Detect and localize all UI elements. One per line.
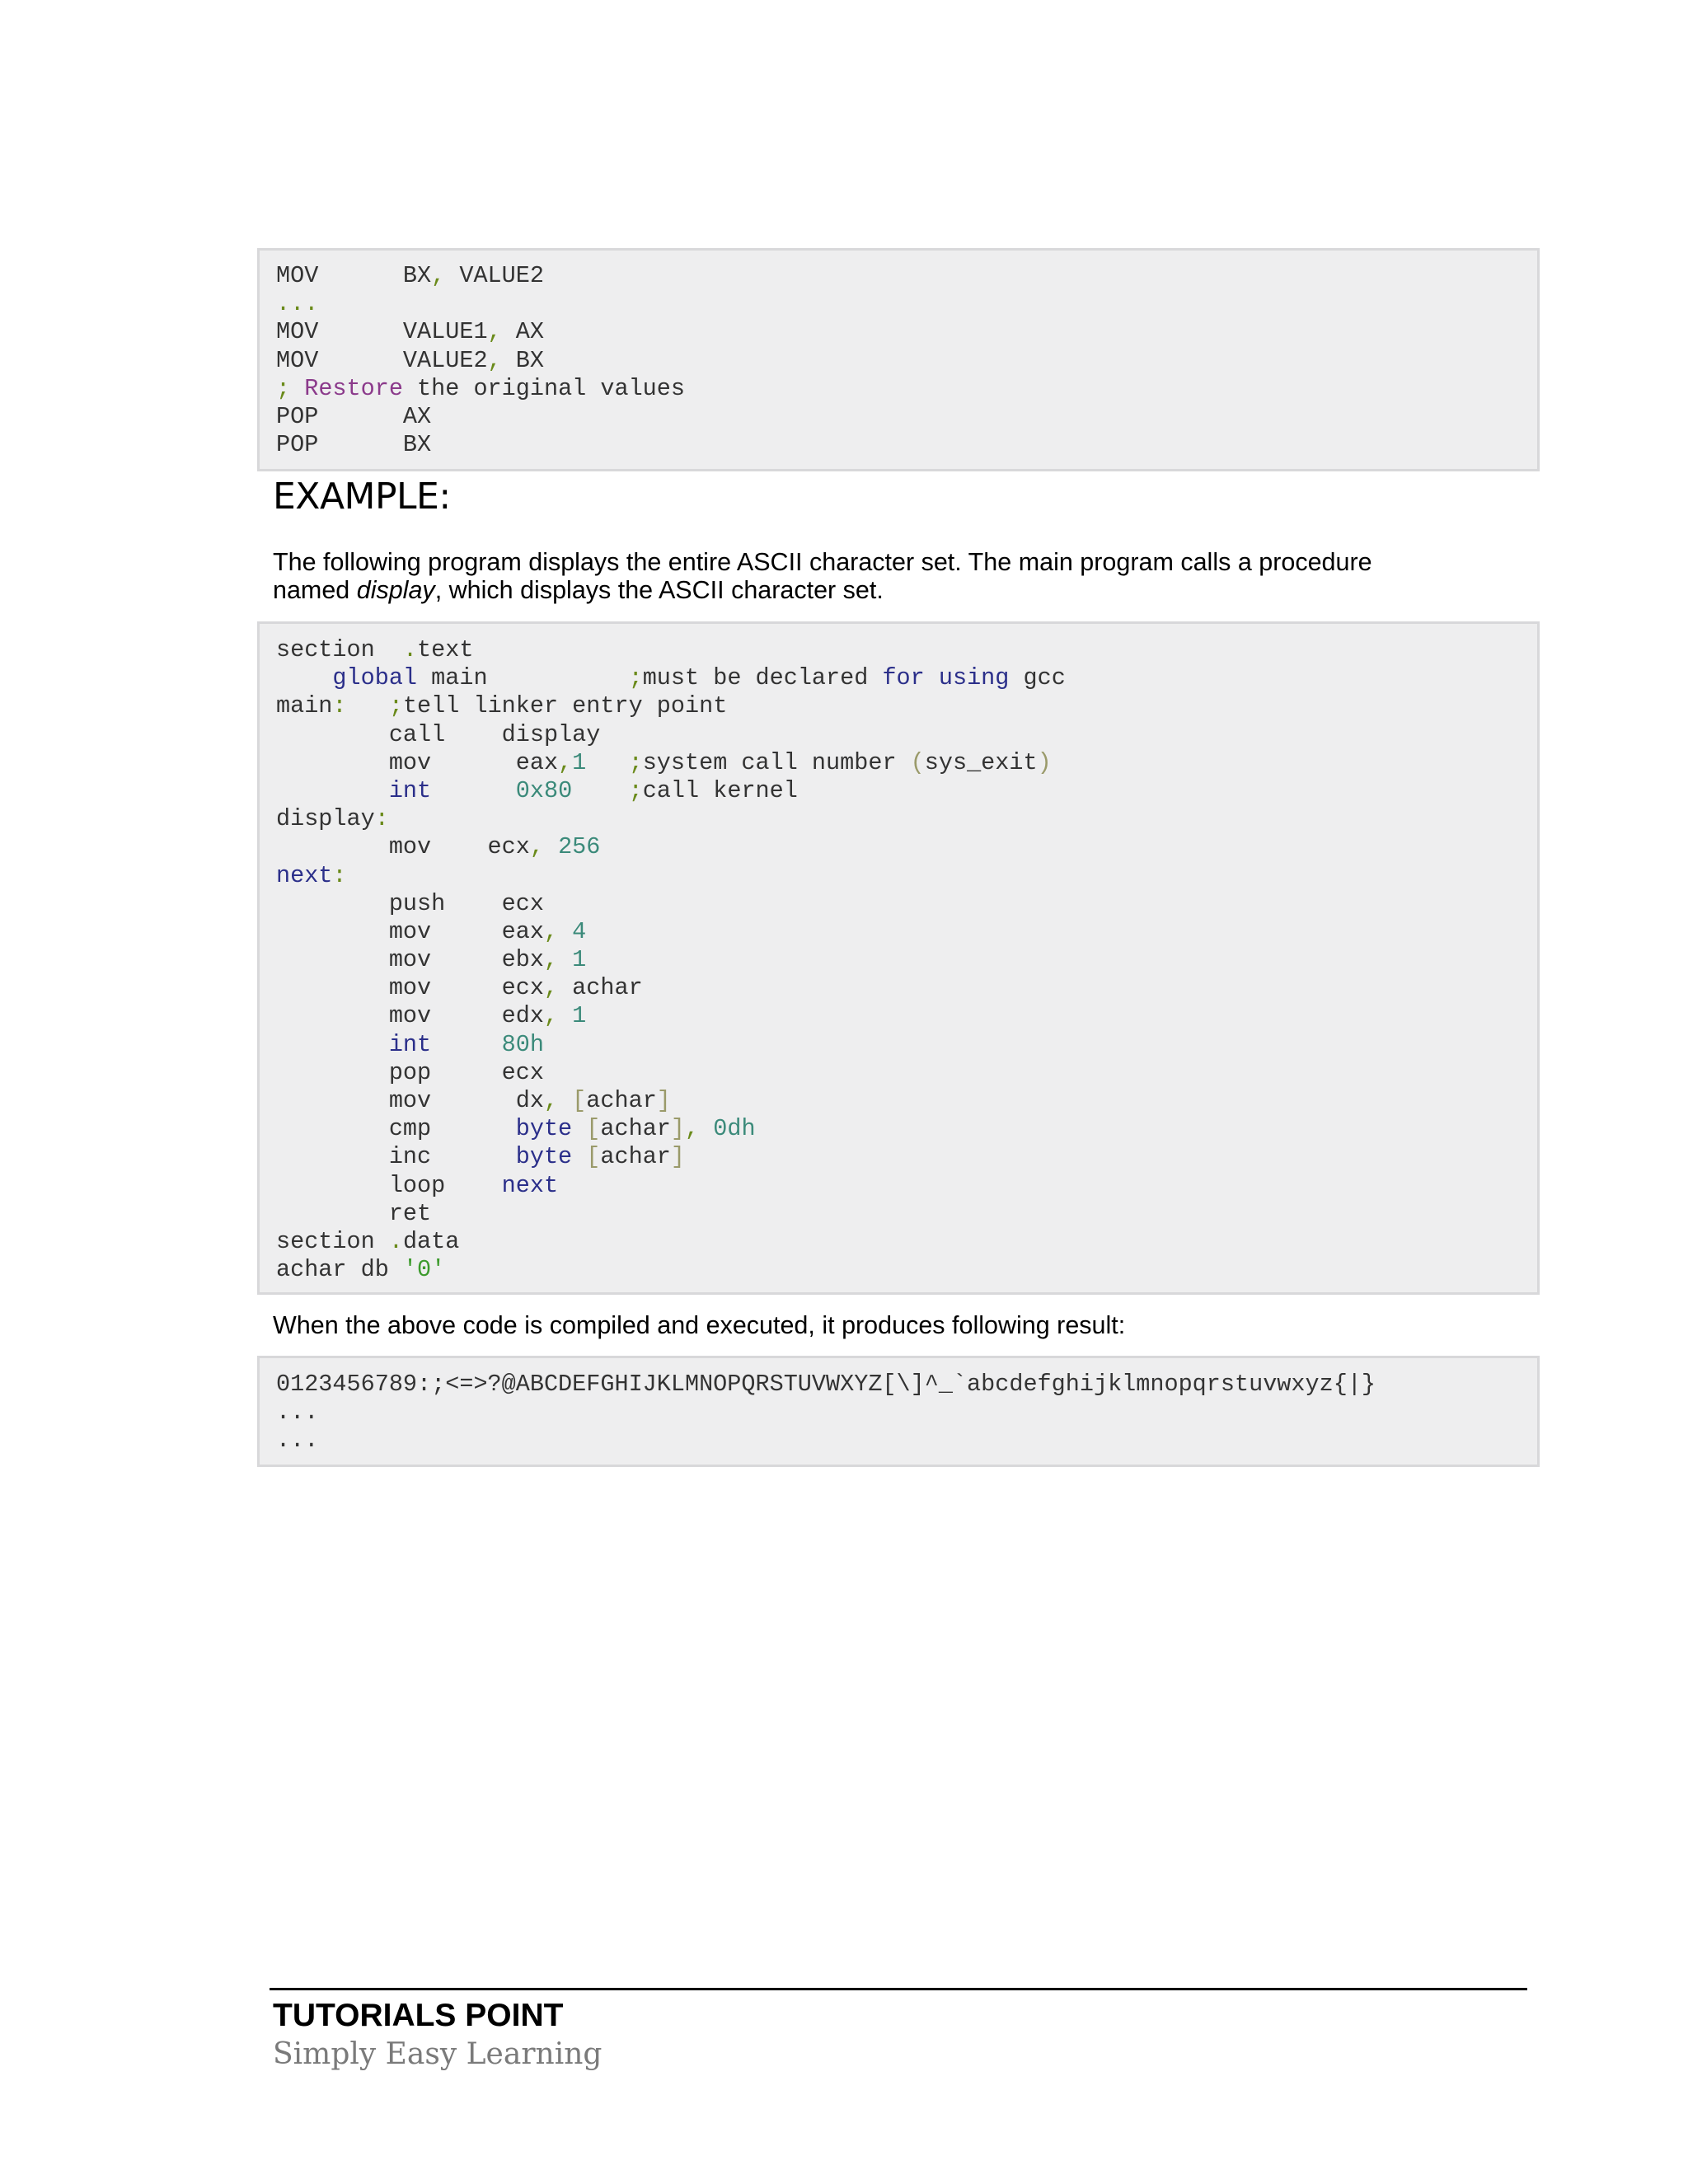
footer-tagline: Simply Easy Learning [273,2037,603,2071]
code-token: mov dx [276,1087,544,1114]
code-block-stack-example [257,248,1540,471]
code-token: , [543,946,559,974]
code-token [276,1031,389,1058]
code-token: 0x80 [515,776,573,804]
code-token: , [487,346,502,374]
code-token: display [276,805,375,833]
code-line [276,692,1537,720]
code-token: '0' [402,1256,446,1284]
code-token [431,777,516,804]
code-token: global [332,664,418,692]
code-token: , [543,917,559,945]
code-token: : [374,805,389,833]
code-token: 1 [572,748,587,776]
code-line [276,636,1537,664]
code-token: POP BX [276,431,432,459]
code-token: mov eax [276,748,559,776]
code-token: AX [501,318,544,346]
code-token: ] [670,1143,686,1171]
code-line [276,721,1537,749]
code-token: [ [586,1143,601,1171]
code-token: ; [628,776,643,804]
code-line [276,805,1537,833]
code-token: the original values [402,374,685,402]
code-token: tell linker entry point [402,692,728,720]
code-line [276,890,1537,918]
code-token: POP AX [276,402,432,430]
code-token: mov edx [276,1002,544,1030]
code-token [558,946,572,973]
code-token [276,777,389,804]
intro-line-2-end: , which displays the ASCII character set. [434,576,884,604]
code-token: VALUE2 [445,262,544,289]
code-token: 0123456789:;<=>?@ABCDEFGHIJKLMNOPQRSTUVWXYZ[\]^_`abcdefghijklmnopqrstuvwxyz{|} [276,1371,1376,1398]
code-line [276,431,1537,459]
code-line [276,1256,1537,1284]
code-token: call kernel [642,776,798,804]
code-token: , [543,974,559,1002]
code-token: ) [1037,748,1052,776]
code-token: ] [670,1115,686,1143]
code-line [276,318,1537,346]
code-line [276,290,1537,318]
code-token: 256 [558,833,601,861]
code-line [276,1087,1537,1115]
code-token [347,692,389,719]
intro-line-1: The following program displays the entire ASCII character set. The main program calls a procedure [273,548,1372,576]
code-token: pop ecx [276,1058,544,1086]
code-token [558,918,572,945]
code-token: ( [910,748,925,776]
code-line [276,777,1537,805]
code-token [558,1087,572,1114]
code-token: Restore [290,374,403,402]
code-token [544,833,558,860]
code-token: cmp [276,1115,516,1143]
code-token: text [417,636,474,663]
code-token: main [276,692,333,720]
code-line [276,1143,1537,1171]
code-listing [260,636,1537,1284]
code-line [276,347,1537,375]
code-line [276,262,1537,290]
code-token: , [558,748,573,776]
code-token: call display [276,720,601,748]
code-token: [ [586,1115,601,1143]
code-token: mov eax [276,917,544,945]
code-token: achar db [276,1256,403,1284]
code-token: must be declared [642,664,883,692]
code-token: . [388,1227,403,1255]
code-line [276,833,1537,861]
code-line [276,1228,1537,1256]
code-token: ; [276,374,291,402]
code-token [431,1031,502,1058]
code-token: ] [656,1087,671,1114]
code-line [276,1371,1537,1399]
code-line [276,1115,1537,1143]
code-token: ; [628,664,643,692]
code-token: sys_exit [924,748,1038,776]
code-line [276,974,1537,1002]
code-token: 1 [572,1002,587,1030]
code-token: using [938,664,1010,692]
intro-line-2-start: named [273,576,357,604]
intro-paragraph [273,548,1522,604]
code-line [276,1031,1537,1059]
code-token: main [417,664,629,692]
code-token: , [685,1115,700,1143]
code-token: : [332,861,347,889]
code-line [276,1002,1537,1030]
code-token: achar [600,1115,671,1143]
code-token: MOV VALUE2 [276,346,488,374]
code-token: system call number [642,748,911,776]
code-line [276,946,1537,974]
code-token [586,749,628,776]
code-token: ... [276,1427,319,1455]
code-token: byte [515,1143,573,1171]
code-token: BX [501,346,544,374]
code-token: ; [388,692,403,720]
code-token: : [332,692,347,720]
code-line [276,664,1537,692]
code-token [572,1115,586,1142]
code-token: byte [515,1115,573,1143]
code-line [276,1427,1537,1455]
code-line [276,403,1537,431]
code-token: , [431,262,446,289]
code-token: 4 [572,917,587,945]
code-token: mov ecx [276,974,544,1002]
code-token: inc [276,1143,516,1171]
code-token: mov ebx [276,946,544,974]
code-token: int [388,776,432,804]
code-token: , [487,318,502,346]
code-token [572,777,628,804]
code-token: ... [276,1399,319,1427]
code-token: ... [276,290,319,318]
code-token: gcc [1009,664,1066,692]
code-line [276,862,1537,890]
code-line [276,1059,1537,1087]
code-token: ret [276,1199,432,1227]
code-token: MOV VALUE1 [276,318,488,346]
code-token: 0dh [713,1115,756,1143]
code-token: , [529,833,544,861]
code-token: achar [586,1087,657,1114]
code-line [276,1172,1537,1200]
code-listing [260,262,1537,459]
code-line [276,918,1537,946]
code-token: , [543,1002,559,1030]
code-token [558,1002,572,1029]
code-token: for [882,664,925,692]
footer-divider [270,1988,1527,1990]
code-token: 80h [501,1030,544,1058]
code-token: loop [276,1171,502,1199]
code-token [572,1143,586,1170]
code-token: int [388,1030,432,1058]
code-token: ; [628,748,643,776]
code-token: section [276,636,403,663]
code-token [699,1115,713,1142]
output-listing [260,1371,1537,1455]
code-token: data [402,1227,460,1255]
code-token: MOV BX [276,262,432,289]
code-token: , [543,1087,559,1114]
code-token: mov ecx [276,833,530,861]
result-paragraph: When the above code is compiled and executed, it produces following result: [273,1311,1126,1339]
code-token [276,664,332,691]
code-token: push ecx [276,889,544,917]
code-line [276,749,1537,777]
code-token: 1 [572,946,587,974]
code-block-ascii-program [257,621,1540,1295]
intro-line-2-italic: display [356,576,435,604]
code-token [925,664,939,691]
code-token: next [276,861,333,889]
code-token: section [276,1227,389,1255]
code-line [276,1399,1537,1427]
code-token: [ [572,1087,587,1114]
output-block [257,1356,1540,1467]
code-token: achar [600,1143,671,1171]
code-line [276,375,1537,403]
code-token: next [501,1171,559,1199]
footer-brand: TUTORIALS POINT [273,1998,564,2033]
code-token: achar [558,974,643,1002]
example-heading: EXAMPLE: [273,476,451,518]
code-line [276,1200,1537,1228]
code-token: . [402,636,418,663]
